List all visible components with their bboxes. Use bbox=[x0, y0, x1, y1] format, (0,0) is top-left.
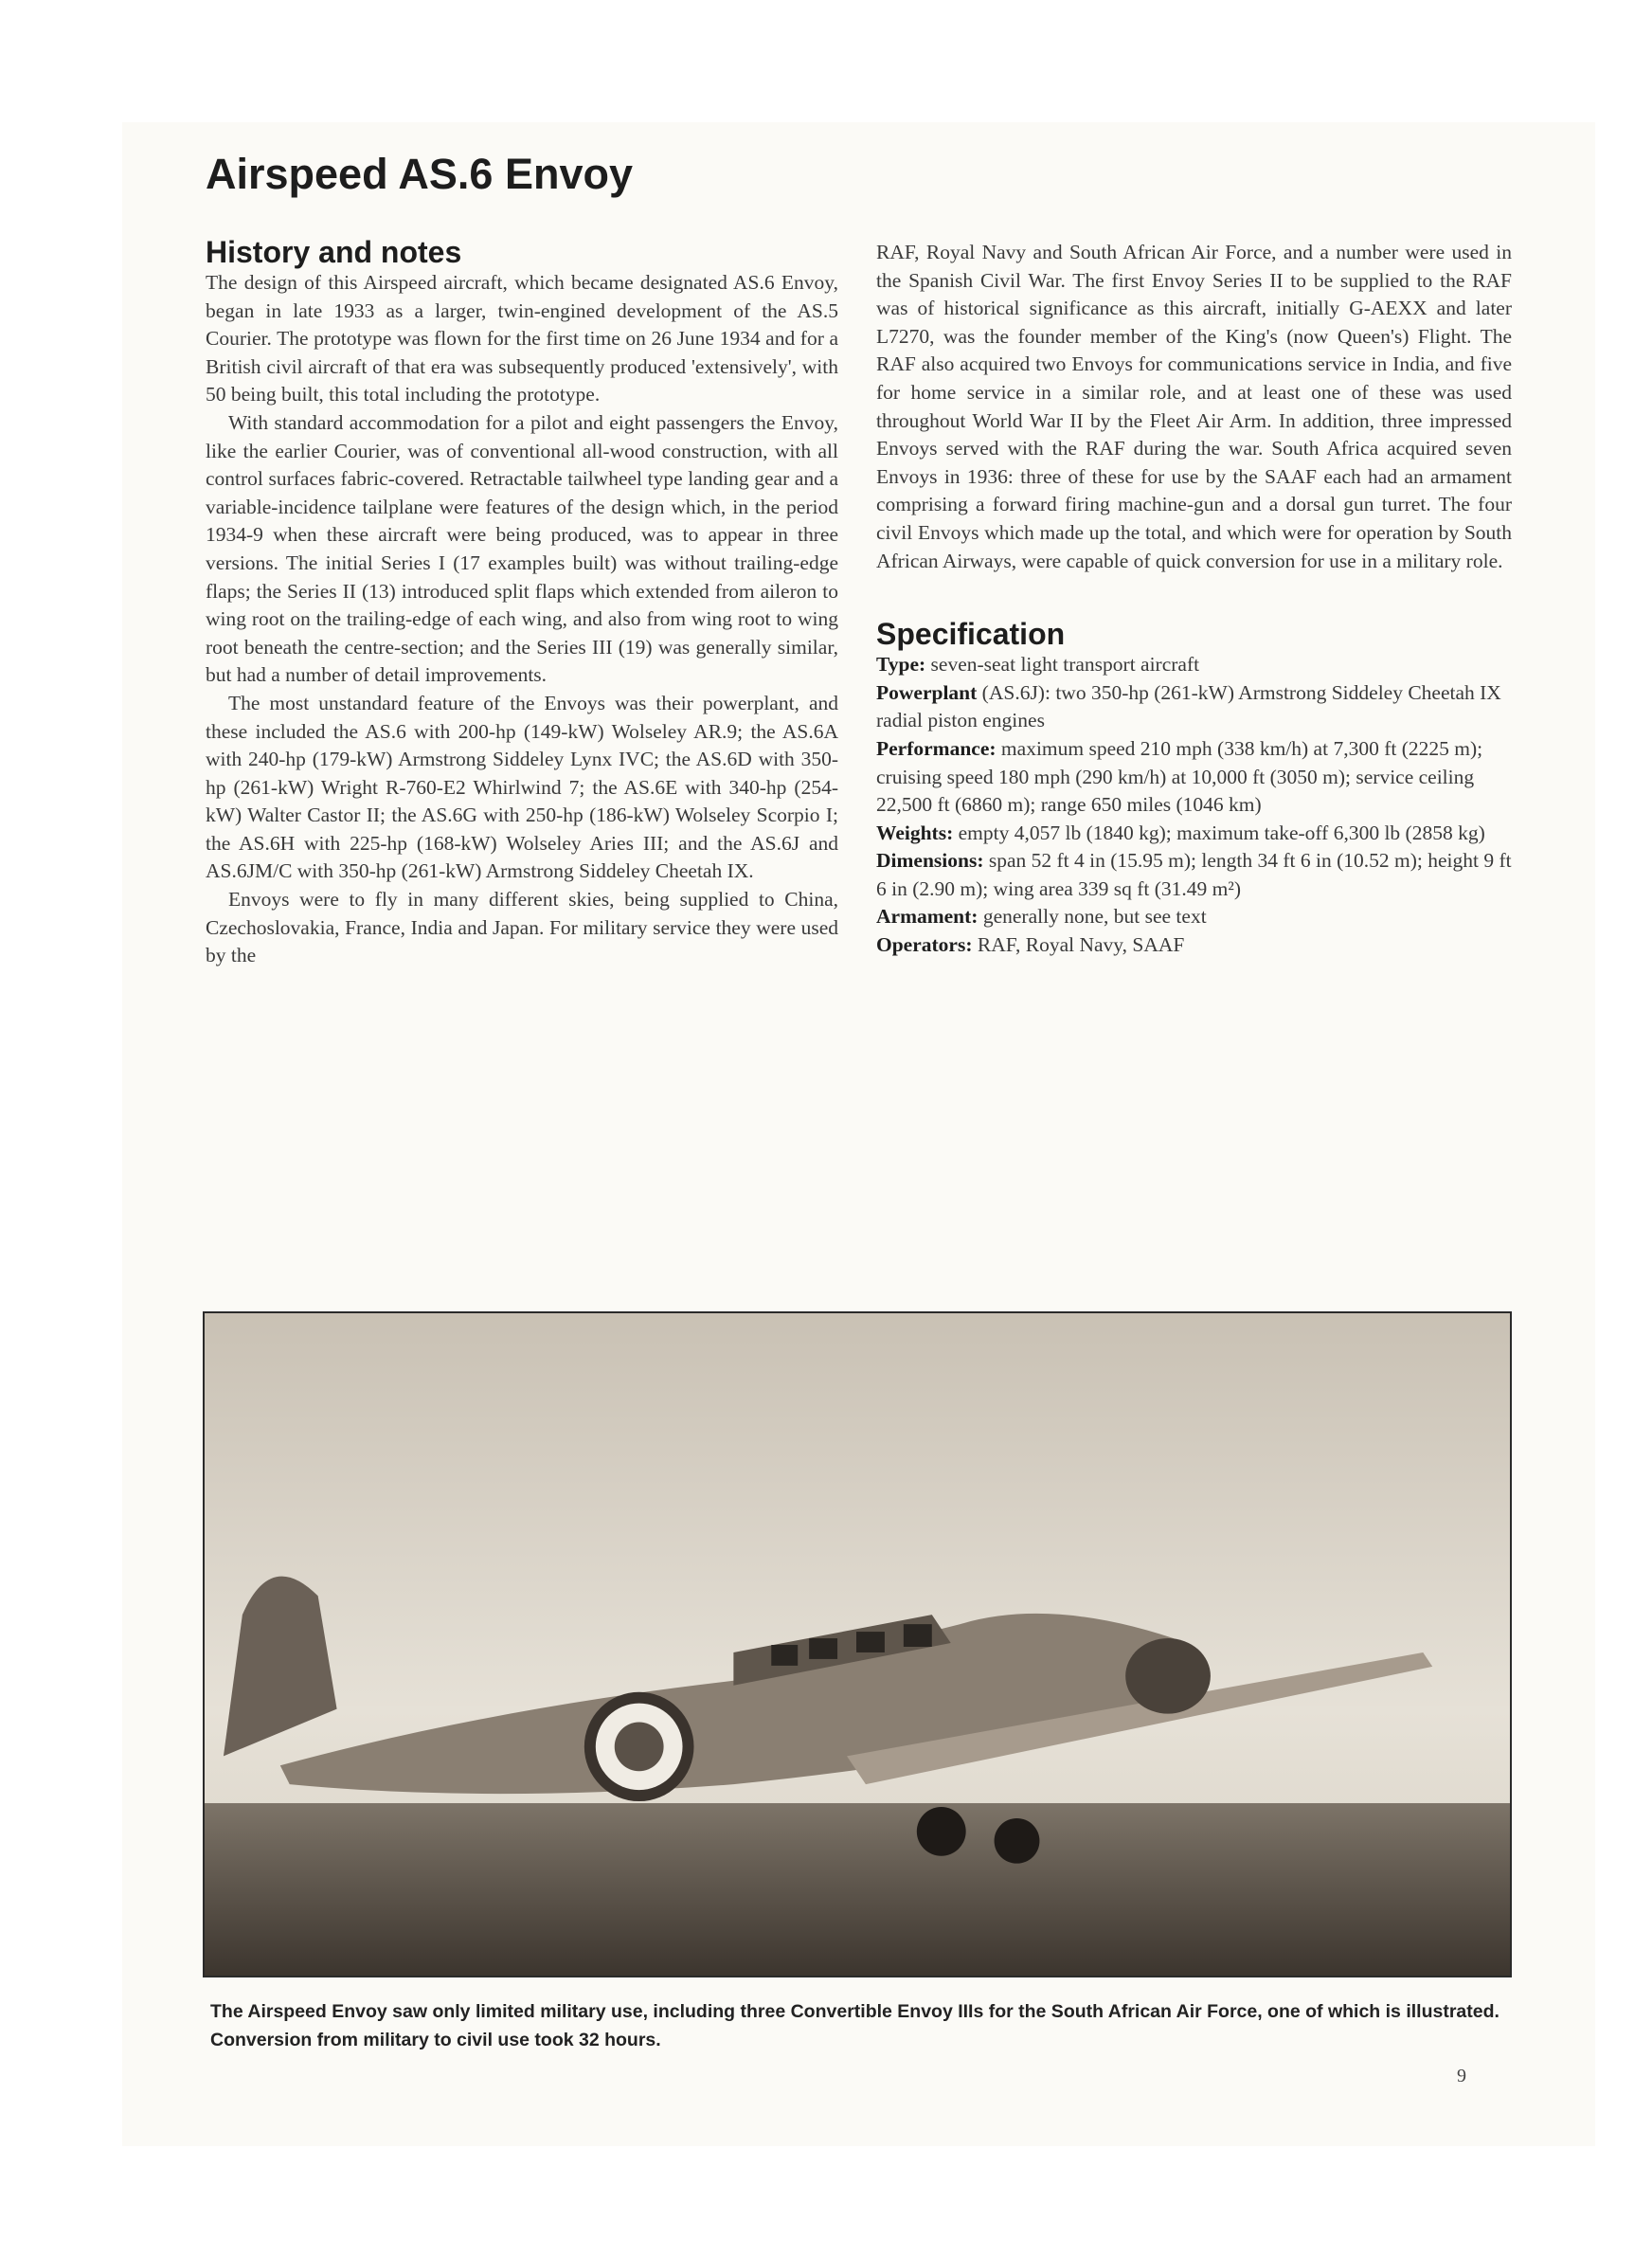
history-paragraph: RAF, Royal Navy and South African Air Force, and a number were used in the Spanish Civil War. The first Envoy Series II to be supplied to the RAF was of historical significance as this aircraft, initially G-AEXX and later L7270, was the founder member of the King's (now Queen's) Flight. The RAF also acquired two Envoys for communications service in India, and five for home service in a similar role, and at least one of these was used throughout World War II by the Fleet Air Arm. In addition, three impressed Envoys served with the RAF during the war. South Africa acquired seven Envoys in 1936: three of these for use by the SAAF each had an armament comprising a forward firing machine-gun and a dorsal gun turret. The four civil Envoys which made up the total, and which were for operation by South African Airways, were capable of quick conversion for use in a military role. bbox=[876, 241, 1512, 572]
spec-dimensions: Dimensions: span 52 ft 4 in (15.95 m); length 34 ft 6 in (10.52 m); height 9 ft 6 in (2.90 m); wing area 339 sq ft (31.49 m²) bbox=[876, 849, 1512, 900]
spec-armament: Armament: generally none, but see text bbox=[876, 905, 1207, 929]
history-heading: History and notes bbox=[206, 235, 462, 269]
history-paragraph: The design of this Airspeed aircraft, which became designated AS.6 Envoy, began in late 1933 as a larger, twin-engined development of the AS.5 Courier. The prototype was flown for the first time on 26 June 1934 and for a British civil aircraft of that era was subsequently produced 'extensively', with 50 being built, this total including the prototype. bbox=[206, 271, 838, 406]
specification-heading: Specification bbox=[876, 617, 1066, 652]
left-column bbox=[206, 235, 838, 970]
history-paragraph: With standard accommodation for a pilot and eight passengers the Envoy, like the earlier Courier, was of conventional all-wood construction, with all control surfaces fabric-covered. Retractable tailwheel type landing gear and a variable-incidence tailplane were features of the design which, in the period 1934-9 when these aircraft were being produced, was to appear in three versions. The initial Series I (17 examples built) was without trailing-edge flaps; the Series II (13) introduced split flaps which extended from aileron to wing root on the trailing-edge of each wing, and also from wing root to wing root beneath the centre-section; and the Series III (19) was generally similar, but had a number of detail improvements. bbox=[206, 410, 838, 687]
spec-powerplant: Powerplant (AS.6J): two 350-hp (261-kW) Armstrong Siddeley Cheetah IX radial piston engines bbox=[876, 680, 1501, 732]
spec-type: Type: seven-seat light transport aircraft bbox=[876, 653, 1200, 677]
specification-list bbox=[876, 651, 1512, 960]
aircraft-photo bbox=[203, 1311, 1512, 1977]
history-paragraph: Envoys were to fly in many different skies, being supplied to China, Czechoslovakia, France, India and Japan. For military service they were used by the bbox=[206, 888, 838, 967]
page-title: Airspeed AS.6 Envoy bbox=[206, 150, 633, 198]
spec-performance: Performance: maximum speed 210 mph (338 km/h) at 7,300 ft (2225 m); cruising speed 180 mph (290 km/h) at 10,000 ft (3050 m); service ceiling 22,500 ft (6860 m); range 650 miles (1046 km) bbox=[876, 736, 1483, 817]
page-number: 9 bbox=[1457, 2066, 1466, 2086]
spec-weights: Weights: empty 4,057 lb (1840 kg); maximum take-off 6,300 lb (2858 kg) bbox=[876, 821, 1485, 844]
photo-caption: The Airspeed Envoy saw only limited military use, including three Convertible Envoy IIIs for the South African Air Force, one of which is illustrated. Conversion from military to civil use took 32 hours. bbox=[210, 2001, 1499, 2050]
right-column bbox=[876, 235, 1512, 960]
spec-operators: Operators: RAF, Royal Navy, SAAF bbox=[876, 933, 1185, 957]
history-paragraph: The most unstandard feature of the Envoys was their powerplant, and these included the AS.6 with 200-hp (149-kW) Wolseley AR.9; the AS.6A with 240-hp (179-kW) Armstrong Siddeley Lynx IVC; the AS.6D with 350-hp (261-kW) Wright R-760-E2 Whirlwind 7; the AS.6E with 340-hp (254-kW) Walter Castor II; the AS.6G with 250-hp (186-kW) Wolseley Scorpio I; the AS.6H with 225-hp (168-kW) Wolseley Aries III; and the AS.6J and AS.6JM/C with 350-hp (261-kW) Armstrong Siddeley Cheetah IX. bbox=[206, 691, 838, 883]
